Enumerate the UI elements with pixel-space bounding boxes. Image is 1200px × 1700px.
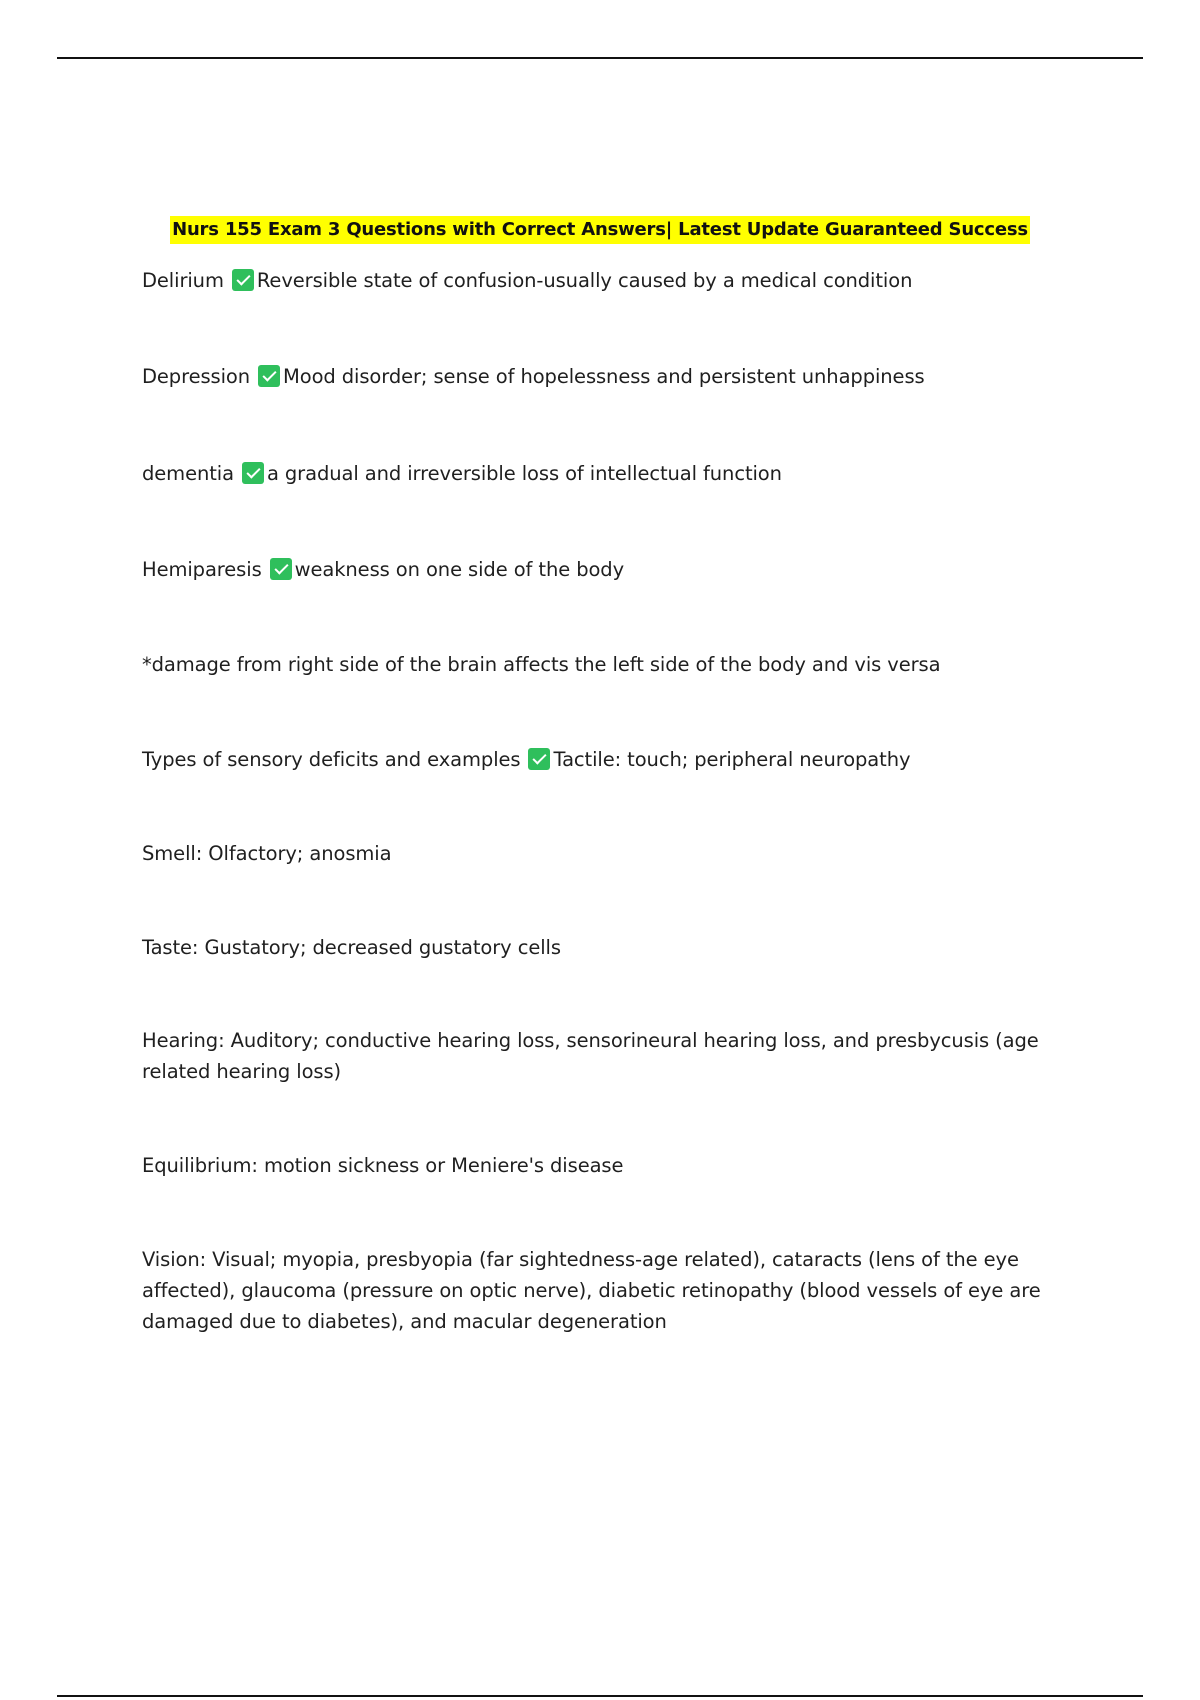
green-checkbox-icon xyxy=(270,558,292,580)
green-checkbox-icon xyxy=(258,365,280,387)
qa-term: Types of sensory deficits and examples xyxy=(142,748,521,771)
green-checkbox-icon xyxy=(528,748,550,770)
qa-term: Depression xyxy=(142,365,251,388)
green-checkbox-icon xyxy=(242,462,264,484)
qa-answer: Mood disorder; sense of hopelessness and persistent unhappiness xyxy=(283,365,925,388)
qa-item-dementia xyxy=(142,458,1042,489)
title-block xyxy=(0,216,1200,244)
paragraph-equilibrium: Equilibrium: motion sickness or Meniere's disease xyxy=(142,1154,624,1177)
qa-term: Hemiparesis xyxy=(142,558,262,581)
paragraph-hearing: Hearing: Auditory; conductive hearing loss, sensorineural hearing loss, and presbycusis (age related hearing loss) xyxy=(142,1029,1039,1083)
bottom-rule xyxy=(57,1695,1143,1697)
qa-term: Delirium xyxy=(142,269,224,292)
qa-answer: a gradual and irreversible loss of intellectual function xyxy=(266,462,782,485)
qa-item-sensory-deficits xyxy=(142,744,1042,775)
top-rule xyxy=(57,57,1143,59)
paragraph-smell: Smell: Olfactory; anosmia xyxy=(142,842,392,865)
brain-damage-note: *damage from right side of the brain affects the left side of the body and vis versa xyxy=(142,653,941,676)
qa-answer: weakness on one side of the body xyxy=(294,558,625,581)
paragraph-taste: Taste: Gustatory; decreased gustatory cells xyxy=(142,936,561,959)
qa-item-delirium xyxy=(142,265,1042,296)
qa-term: dementia xyxy=(142,462,234,485)
qa-answer: Tactile: touch; peripheral neuropathy xyxy=(553,748,911,771)
qa-item-hemiparesis xyxy=(142,554,1042,585)
document-title: Nurs 155 Exam 3 Questions with Correct Answers| Latest Update Guaranteed Success xyxy=(170,216,1030,244)
qa-item-depression xyxy=(142,361,1042,392)
green-checkbox-icon xyxy=(232,269,254,291)
paragraph-vision: Vision: Visual; myopia, presbyopia (far sightedness-age related), cataracts (lens of the eye affected), glaucoma (pressure on optic nerve), diabetic retinopathy (blood vessels of eye are damaged due to diabetes), and macular degeneration xyxy=(142,1248,1041,1333)
qa-answer: Reversible state of confusion-usually caused by a medical condition xyxy=(256,269,913,292)
